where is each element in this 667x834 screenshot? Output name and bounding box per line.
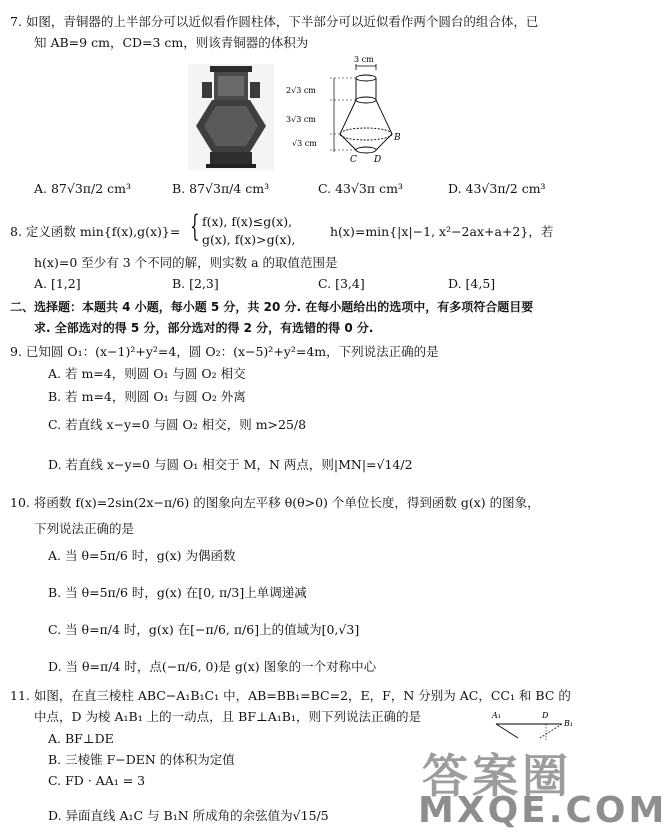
watermark-top: 答案圈 [422, 749, 572, 803]
q10-stem-line2: 下列说法正确的是 [34, 521, 135, 536]
q10-option-d: D. 当 θ=π/4 时，点(−π/6, 0)是 g(x) 图象的一个对称中心 [48, 659, 377, 674]
fig-label-h1: 2√3 cm [286, 86, 316, 95]
fig-label-b1: B₁ [564, 719, 574, 728]
q8-option-c: C. [3,4] [318, 276, 365, 291]
q9-option-b: B. 若 m=4，则圆 O₁ 与圆 O₂ 外离 [48, 389, 246, 404]
fig-label-top: 3 cm [354, 55, 374, 64]
fig-label-a1: A₁ [492, 711, 501, 720]
fig-label-d: D [374, 155, 382, 165]
fig-label-c: C [350, 155, 357, 165]
q8-option-a: A. [1,2] [34, 276, 81, 291]
q9-option-d: D. 若直线 x−y=0 与圆 O₁ 相交于 M，N 两点，则|MN|=√14/2 [48, 457, 413, 472]
q8-case1: f(x), f(x)≤g(x), [202, 214, 293, 229]
q11-stem-line2: 中点，D 为棱 A₁B₁ 上的一动点，且 BF⊥A₁B₁，则下列说法正确的是 [34, 709, 422, 724]
q11-stem-line1: 11. 如图，在直三棱柱 ABC−A₁B₁C₁ 中，AB=BB₁=BC=2，E，F，N 分别为 AC，CC₁ 和 BC 的 [10, 688, 571, 703]
section-heading-line1: 二、选择题：本题共 4 小题，每小题 5 分，共 20 分. 在每小题给出的选项中，有多项符合题目要 [10, 300, 534, 314]
bronze-vessel-photo [188, 64, 274, 170]
q11-option-a: A. BF⊥DE [48, 731, 114, 746]
q7-option-c: C. 43√3π cm³ [318, 181, 403, 196]
q8-brace: { [190, 209, 200, 244]
q7-stem-line2: 知 AB=9 cm，CD=3 cm，则该青铜器的体积为 [34, 35, 309, 50]
fig-label-h2: 3√3 cm [286, 115, 316, 124]
q8-stem-line2: h(x)=0 至少有 3 个不同的解，则实数 a 的取值范围是 [34, 255, 338, 270]
q8-case2: g(x), f(x)>g(x), [202, 232, 296, 247]
q9-option-c: C. 若直线 x−y=0 与圆 O₂ 相交，则 m>25/8 [48, 417, 307, 432]
q11-option-b: B. 三棱锥 F−DEN 的体积为定值 [48, 752, 235, 767]
q10-option-c: C. 当 θ=π/4 时，g(x) 在[−π/6, π/6]上的值域为[0,√3] [48, 622, 360, 637]
q7-option-a: A. 87√3π/2 cm³ [34, 181, 132, 196]
q10-option-a: A. 当 θ=5π/6 时，g(x) 为偶函数 [48, 548, 236, 563]
q8-stem-line1b: h(x)=min{|x|−1, x²−2ax+a+2}，若 [330, 224, 554, 239]
section-heading-line2: 求. 全部选对的得 5 分，部分选对的得 2 分，有选错的得 0 分. [34, 321, 374, 335]
fig-label-h3: √3 cm [292, 139, 317, 148]
q10-stem-line1: 10. 将函数 f(x)=2sin(2x−π/6) 的图象向左平移 θ(θ>0) 个单位长度，得到函数 g(x) 的图象， [10, 495, 540, 510]
q9-stem: 9. 已知圆 O₁：(x−1)²+y²=4，圆 O₂：(x−5)²+y²=4m，下列说法正确的是 [10, 344, 439, 359]
q11-option-c: C. FD · AA₁ = 3 [48, 773, 146, 788]
watermark-url: MXQE.COM [418, 790, 667, 831]
q8-option-b: B. [2,3] [172, 276, 219, 291]
fig-label-d: D [542, 711, 549, 720]
q11-option-d: D. 异面直线 A₁C 与 B₁N 所成角的余弦值为√15/5 [48, 808, 329, 823]
q8-stem-line1a: 8. 定义函数 min{f(x),g(x)}= [10, 224, 181, 239]
q8-option-d: D. [4,5] [448, 276, 496, 291]
q10-option-b: B. 当 θ=5π/6 时，g(x) 在[0, π/3]上单调递减 [48, 585, 307, 600]
q7-option-d: D. 43√3π/2 cm³ [448, 181, 546, 196]
watermark-logo [418, 738, 667, 834]
q7-option-b: B. 87√3π/4 cm³ [172, 181, 270, 196]
fig-label-b: B [394, 133, 401, 143]
q7-stem-line1: 7. 如图，青铜器的上半部分可以近似看作圆柱体，下半部分可以近似看作两个圆台的组合体，已 [10, 14, 539, 29]
vessel-diagram [284, 55, 414, 166]
q9-option-a: A. 若 m=4，则圆 O₁ 与圆 O₂ 相交 [48, 366, 246, 381]
